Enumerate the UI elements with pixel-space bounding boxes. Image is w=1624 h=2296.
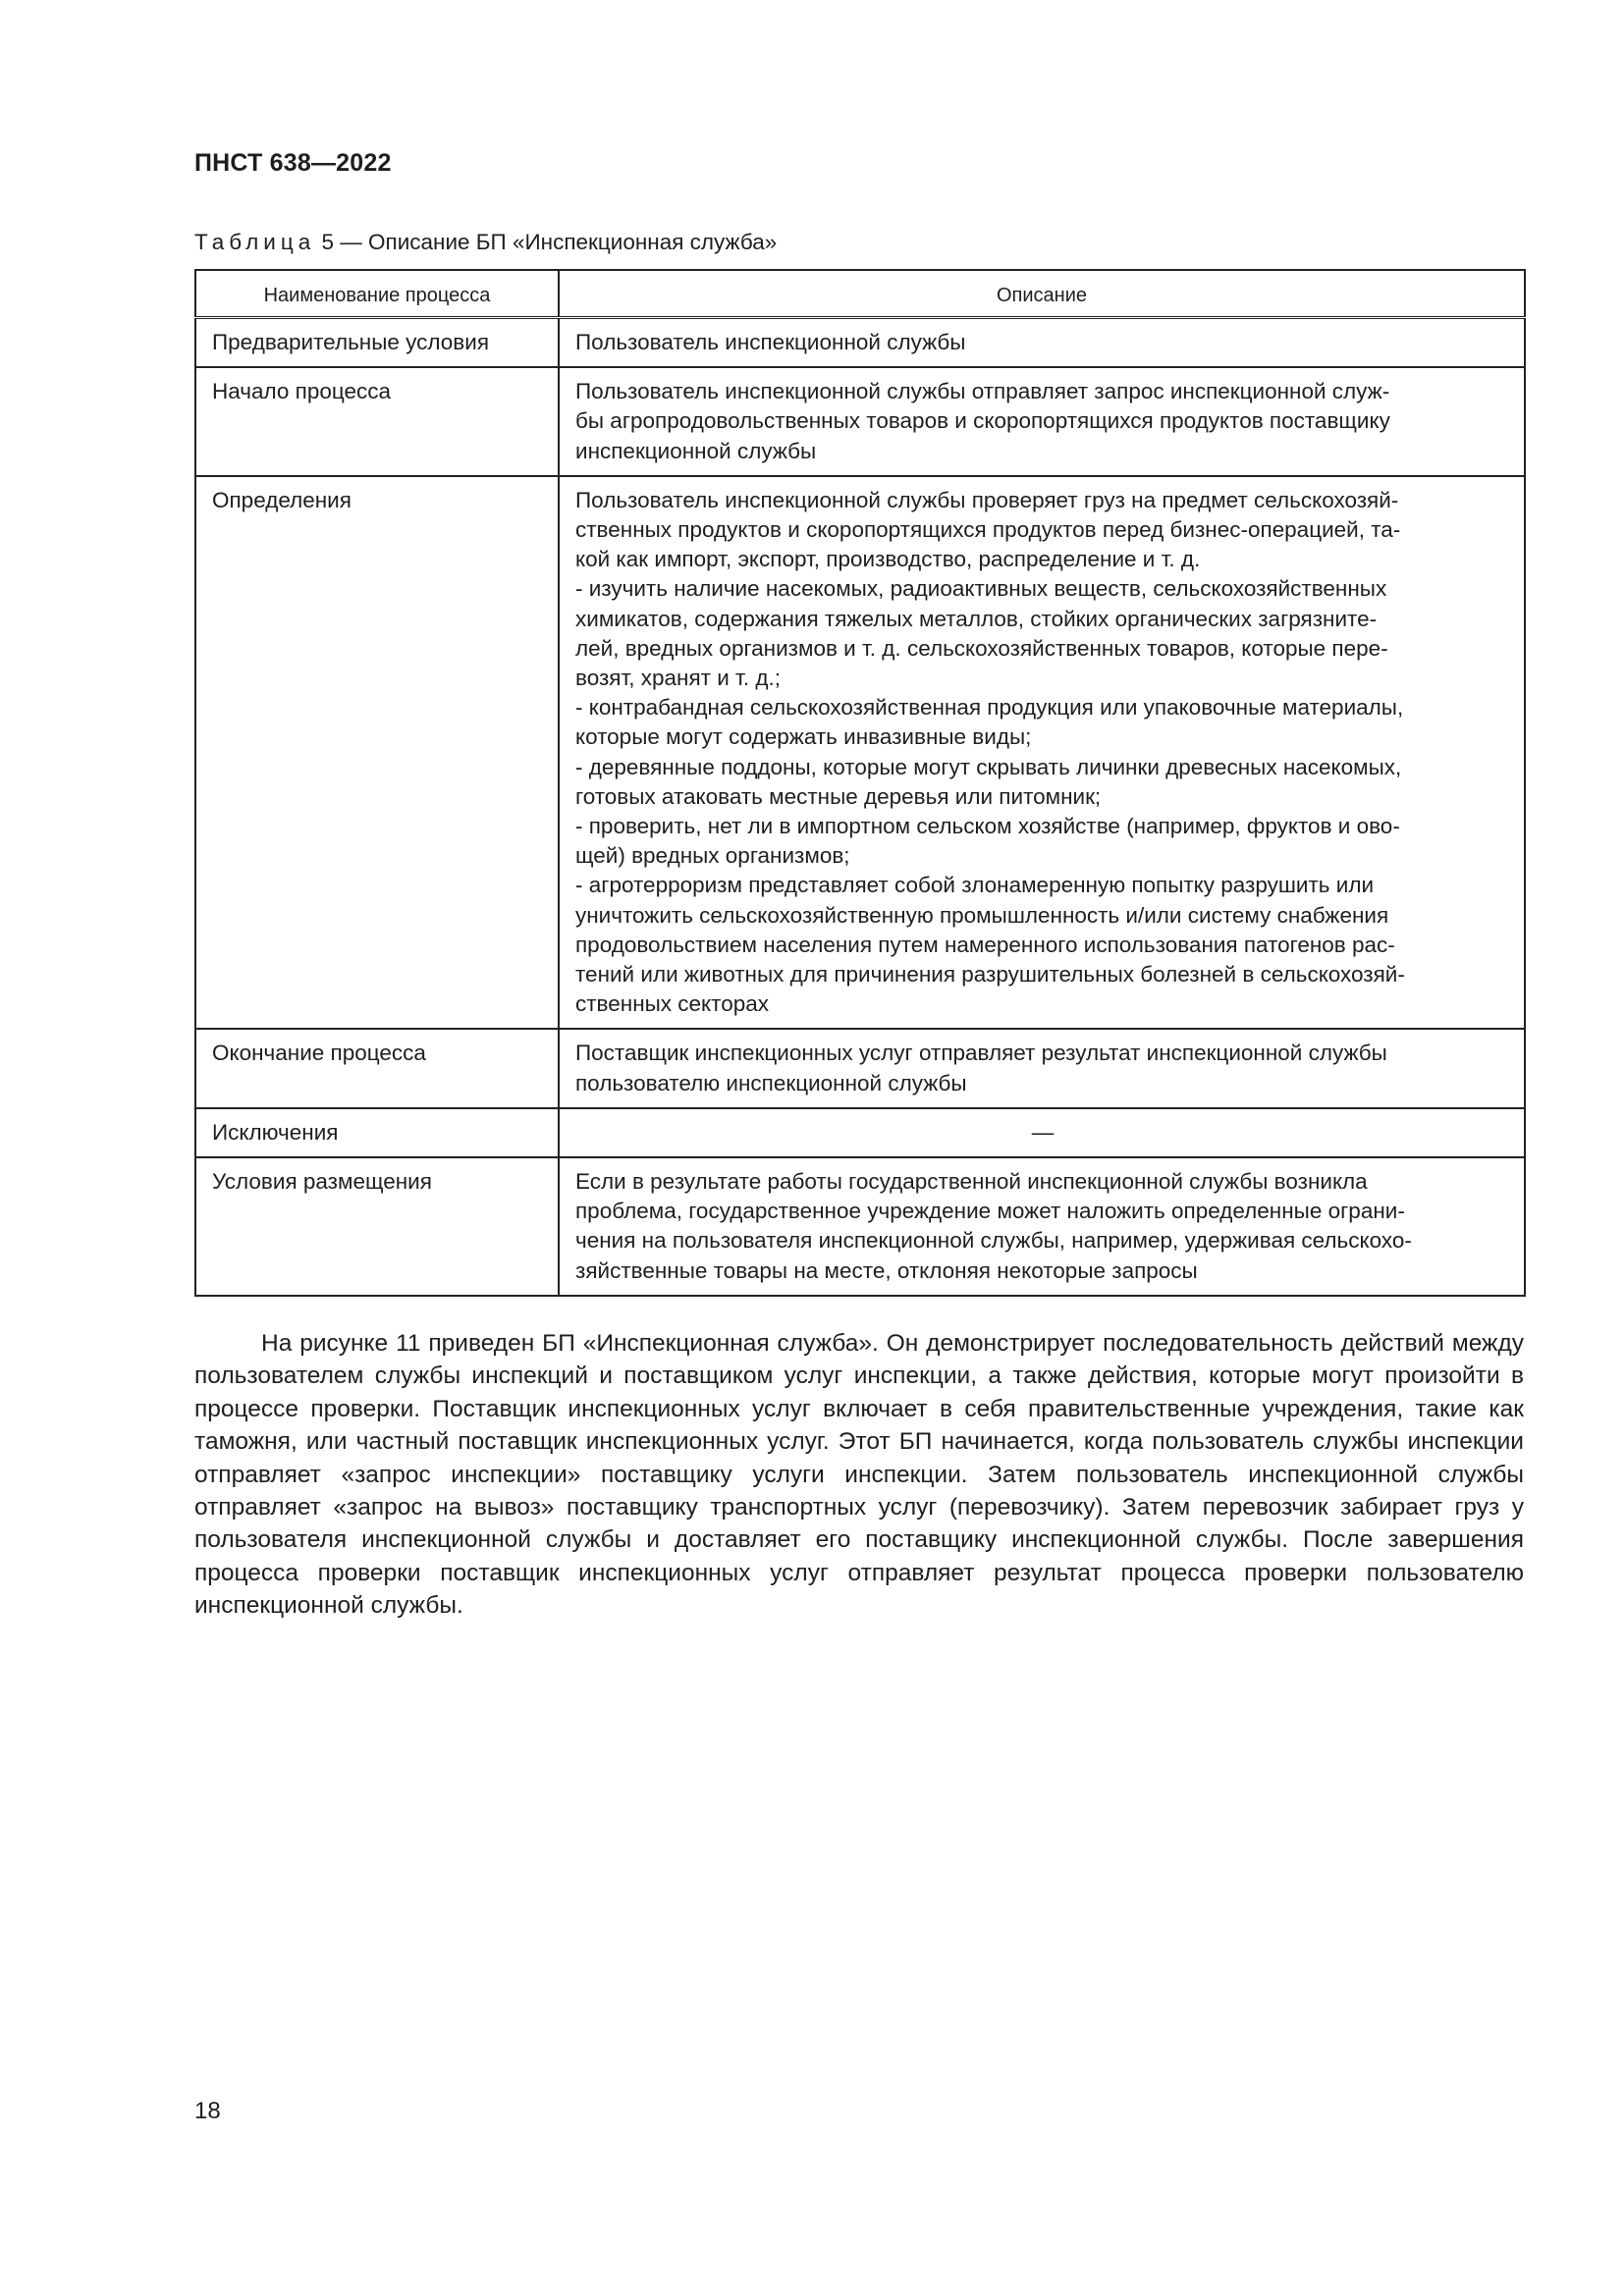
description-line: зяйственные товары на месте, отклоняя некоторые запросы bbox=[575, 1257, 1198, 1283]
table-caption-text: 5 — Описание БП «Инспекционная служба» bbox=[321, 230, 778, 254]
table-row bbox=[195, 476, 1525, 1030]
description-line: Поставщик инспекционных услуг отправляет результат инспекционной службы bbox=[575, 1041, 1387, 1066]
description-line: готовых атаковать местные деревья или питомник; bbox=[575, 783, 1102, 809]
description-line: химикатов, содержания тяжелых металлов, стойких органических загрязните- bbox=[575, 606, 1378, 631]
row-name: Предварительные условия bbox=[195, 318, 559, 368]
description-line: Пользователь инспекционной службы отправляет запрос инспекционной служ- bbox=[575, 379, 1390, 404]
description-line: проблема, государственное учреждение может наложить определенные ограни- bbox=[575, 1199, 1405, 1224]
description-line: щей) вредных организмов; bbox=[575, 843, 850, 869]
description-line: - проверить, нет ли в импортном сельском хозяйстве (например, фруктов и ово- bbox=[575, 814, 1400, 839]
table-row bbox=[195, 1029, 1525, 1107]
table-row bbox=[195, 1157, 1525, 1296]
table-row bbox=[195, 318, 1525, 368]
description-line: инспекционной службы bbox=[575, 438, 817, 463]
description-line: Если в результате работы государственной инспекционной службы возникла bbox=[575, 1169, 1368, 1195]
row-name: Исключения bbox=[195, 1108, 559, 1157]
row-description bbox=[559, 1157, 1525, 1296]
column-header-description: Описание bbox=[559, 270, 1525, 318]
description-line: бы агропродовольственных товаров и скоропортящихся продуктов поставщику bbox=[575, 408, 1390, 434]
table-caption bbox=[194, 230, 777, 255]
description-line: которые могут содержать инвазивные виды; bbox=[575, 724, 1032, 750]
description-line: - агротерроризм представляет собой злонамеренную попытку разрушить или bbox=[575, 873, 1375, 898]
body-paragraph: На рисунке 11 приведен БП «Инспекционная служба». Он демонстрирует последовательность действий между пользователем службы инспекций и поставщиком услуг инспекции, а также действия, которые могут произойти в процессе проверки. Поставщик инспекционных услуг включает в себя правительственные учреждения, такие как таможня, или частный поставщик инспекционных услуг. Этот БП начинается, когда пользователь службы инспекции отправляет «запрос инспекции» поставщику услуги инспекции. Затем пользователь инспекционной службы отправляет «запрос на вывоз» поставщику транспортных услуг (перевозчику). Затем перевозчик забирает груз у пользователя инспекционной службы и доставляет его поставщику инспекционной службы. После завершения процесса проверки поставщик инспекционных услуг отправляет результат процесса проверки пользователю инспекционной службы. bbox=[194, 1330, 1524, 1620]
row-description bbox=[559, 1108, 1525, 1157]
row-name: Начало процесса bbox=[195, 367, 559, 476]
table-caption-prefix: Таблица bbox=[194, 230, 316, 254]
description-line: лей, вредных организмов и т. д. сельскохозяйственных товаров, которые пере- bbox=[575, 635, 1388, 661]
description-line: Пользователь инспекционной службы проверяет груз на предмет сельскохозяй- bbox=[575, 487, 1399, 512]
row-description bbox=[559, 1029, 1525, 1107]
row-description bbox=[559, 476, 1525, 1030]
description-line: - деревянные поддоны, которые могут скрывать личинки древесных насекомых, bbox=[575, 754, 1402, 779]
description-line: чения на пользователя инспекционной службы, например, удерживая сельскохо- bbox=[575, 1228, 1412, 1254]
column-header-process-name: Наименование процесса bbox=[195, 270, 559, 318]
description-line: - изучить наличие насекомых, радиоактивных веществ, сельскохозяйственных bbox=[575, 576, 1387, 602]
table-header-row bbox=[195, 270, 1525, 318]
description-line: пользователю инспекционной службы bbox=[575, 1070, 967, 1095]
row-name: Определения bbox=[195, 476, 559, 1030]
row-name: Окончание процесса bbox=[195, 1029, 559, 1107]
description-line: кой как импорт, экспорт, производство, распределение и т. д. bbox=[575, 547, 1201, 572]
description-line: тений или животных для причинения разрушительных болезней в сельскохозяй- bbox=[575, 962, 1405, 988]
document-code: ПНСТ 638—2022 bbox=[194, 149, 392, 177]
description-line: возят, хранят и т. д.; bbox=[575, 666, 781, 691]
description-line: ственных продуктов и скоропортящихся продуктов перед бизнес-операцией, та- bbox=[575, 517, 1401, 543]
description-line: ственных секторах bbox=[575, 991, 769, 1017]
table-row bbox=[195, 1108, 1525, 1157]
description-line: - контрабандная сельскохозяйственная продукция или упаковочные материалы, bbox=[575, 695, 1404, 721]
table-row bbox=[195, 367, 1525, 476]
row-description bbox=[559, 318, 1525, 368]
row-name: Условия размещения bbox=[195, 1157, 559, 1296]
row-description bbox=[559, 367, 1525, 476]
description-line: Пользователь инспекционной службы bbox=[575, 330, 966, 354]
description-line: уничтожить сельскохозяйственную промышленность и/или систему снабжения bbox=[575, 902, 1389, 928]
page-number: 18 bbox=[194, 2098, 221, 2124]
process-description-table bbox=[194, 269, 1526, 1297]
description-line: продовольствием населения путем намеренного использования патогенов рас- bbox=[575, 932, 1395, 957]
description-line: — bbox=[1031, 1119, 1055, 1145]
